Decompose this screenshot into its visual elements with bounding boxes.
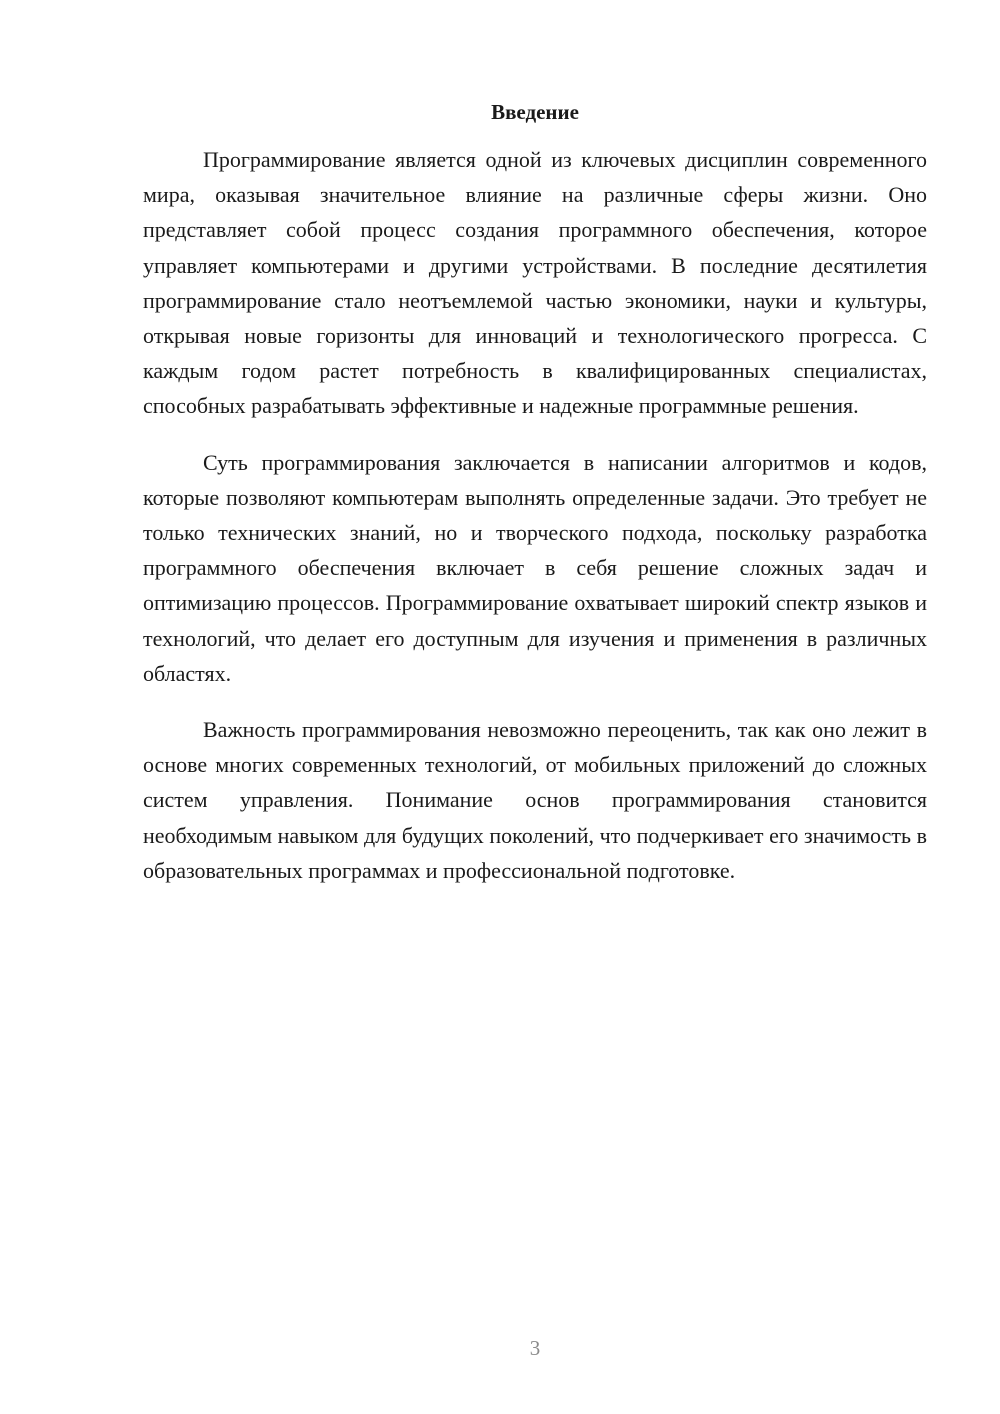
paragraph-3: Важность программирования невозможно переоценить, так как оно лежит в основе многих современных технологий, от мобильных приложений до сложных систем управления. Понимание основ программирования становится необходимым навыком для будущих поколений, что подчеркивает его значимость в образовательных программах и профессиональной подготовке. — [143, 717, 927, 883]
body-text — [143, 142, 927, 909]
section-heading: Введение — [491, 100, 579, 124]
paragraph-1: Программирование является одной из ключевых дисциплин современного мира, оказывая значительное влияние на различные сферы жизни. Оно представляет собой процесс создания программного обеспечения, которое управляет компьютерами и другими устройствами. В последние десятилетия программирование стало неотъемлемой частью экономики, науки и культуры, открывая новые горизонты для инноваций и технологического прогресса. С каждым годом растет потребность в квалифицированных специалистах, способных разрабатывать эффективные и надежные программные решения. — [143, 147, 927, 419]
paragraph-2: Суть программирования заключается в написании алгоритмов и кодов, которые позволяют компьютерам выполнять определенные задачи. Это требует не только технических знаний, но и творческого подхода, поскольку разработка программного обеспечения включает в себя решение сложных задач и оптимизацию процессов. Программирование охватывает широкий спектр языков и технологий, что делает его доступным для изучения и применения в различных областях. — [143, 449, 927, 686]
page-number: 3 — [529, 1336, 541, 1360]
